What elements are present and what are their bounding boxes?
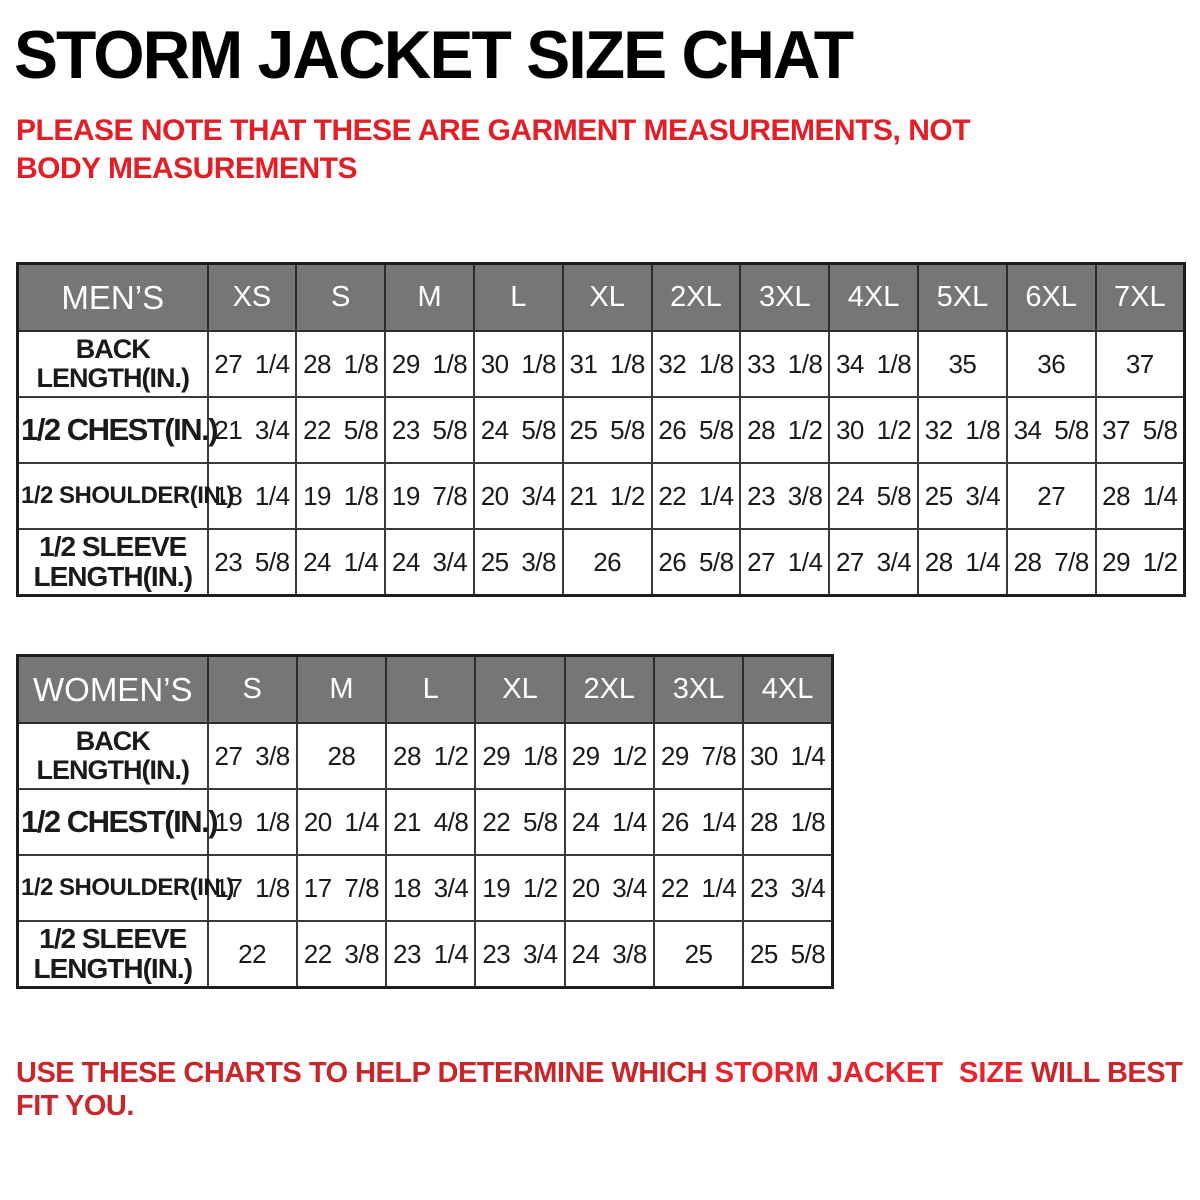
value-cell: 27 3/4 bbox=[829, 529, 918, 596]
value-cell: 21 1/2 bbox=[563, 463, 652, 529]
page-title: STORM JACKET SIZE CHAT bbox=[14, 17, 853, 93]
value-cell: 30 1/8 bbox=[474, 331, 563, 397]
footer-note-highlight: STORM JACKET SIZE bbox=[714, 1057, 1024, 1089]
value-cell: 30 1/4 bbox=[743, 723, 832, 789]
value-cell: 30 1/2 bbox=[829, 397, 918, 463]
footer-note-suffix: WILL BEST FIT YOU. bbox=[16, 1057, 1190, 1122]
value-cell: 26 1/4 bbox=[654, 789, 743, 855]
size-header-row bbox=[18, 264, 1185, 332]
value-cell: 36 bbox=[1007, 331, 1096, 397]
value-cell: 17 7/8 bbox=[297, 855, 386, 921]
row-label-cell: BACK LENGTH(IN.) bbox=[18, 723, 208, 789]
value-cell: 31 1/8 bbox=[563, 331, 652, 397]
value-cell: 26 bbox=[563, 529, 652, 596]
value-cell: 27 1/4 bbox=[208, 331, 297, 397]
measurement-row bbox=[18, 723, 833, 789]
value-cell: 32 1/8 bbox=[652, 331, 741, 397]
value-cell: 23 1/4 bbox=[386, 921, 475, 988]
value-cell: 37 bbox=[1096, 331, 1185, 397]
value-cell: 29 1/8 bbox=[475, 723, 564, 789]
row-label-cell: 1/2 SHOULDER(IN.) bbox=[18, 855, 208, 921]
row-label-cell: 1/2 SLEEVE LENGTH(IN.) bbox=[18, 921, 208, 988]
value-cell: 27 3/8 bbox=[208, 723, 297, 789]
size-header-cell: 5XL bbox=[918, 264, 1007, 332]
size-header-cell: 2XL bbox=[565, 656, 654, 724]
measurement-row bbox=[18, 397, 1185, 463]
value-cell: 20 3/4 bbox=[474, 463, 563, 529]
value-cell: 26 5/8 bbox=[652, 529, 741, 596]
value-cell: 29 1/2 bbox=[1096, 529, 1185, 596]
value-cell: 21 3/4 bbox=[208, 397, 297, 463]
row-label-cell: 1/2 SHOULDER(IN.) bbox=[18, 463, 208, 529]
value-cell: 24 3/8 bbox=[565, 921, 654, 988]
value-cell: 18 3/4 bbox=[386, 855, 475, 921]
value-cell: 22 5/8 bbox=[296, 397, 385, 463]
measurement-row bbox=[18, 331, 1185, 397]
value-cell: 29 7/8 bbox=[654, 723, 743, 789]
size-header-cell: L bbox=[386, 656, 475, 724]
value-cell: 23 5/8 bbox=[208, 529, 297, 596]
value-cell: 29 1/8 bbox=[385, 331, 474, 397]
value-cell: 35 bbox=[918, 331, 1007, 397]
value-cell: 23 3/4 bbox=[743, 855, 832, 921]
row-label-cell: BACK LENGTH(IN.) bbox=[18, 331, 208, 397]
footer-note bbox=[16, 1057, 1190, 1123]
size-header-cell: M bbox=[385, 264, 474, 332]
value-cell: 24 3/4 bbox=[385, 529, 474, 596]
value-cell: 22 5/8 bbox=[475, 789, 564, 855]
value-cell: 22 1/4 bbox=[652, 463, 741, 529]
measurement-row bbox=[18, 789, 833, 855]
row-label-cell: 1/2 CHEST(IN.) bbox=[18, 789, 208, 855]
value-cell: 28 1/4 bbox=[1096, 463, 1185, 529]
value-cell: 20 3/4 bbox=[565, 855, 654, 921]
size-header-cell: 2XL bbox=[652, 264, 741, 332]
measurement-row bbox=[18, 921, 833, 988]
row-label-cell: 1/2 SLEEVE LENGTH(IN.) bbox=[18, 529, 208, 596]
size-header-cell: XL bbox=[475, 656, 564, 724]
value-cell: 26 5/8 bbox=[652, 397, 741, 463]
value-cell: 34 1/8 bbox=[829, 331, 918, 397]
measurement-row bbox=[18, 463, 1185, 529]
value-cell: 19 7/8 bbox=[385, 463, 474, 529]
measurement-row bbox=[18, 529, 1185, 596]
value-cell: 29 1/2 bbox=[565, 723, 654, 789]
value-cell: 17 1/8 bbox=[208, 855, 297, 921]
value-cell: 25 bbox=[654, 921, 743, 988]
value-cell: 28 1/2 bbox=[740, 397, 829, 463]
footer-note-prefix: USE THESE CHARTS TO HELP DETERMINE WHICH bbox=[16, 1057, 715, 1089]
value-cell: 24 1/4 bbox=[296, 529, 385, 596]
value-cell: 24 5/8 bbox=[829, 463, 918, 529]
measurement-row bbox=[18, 855, 833, 921]
size-header-cell: XS bbox=[208, 264, 297, 332]
value-cell: 24 1/4 bbox=[565, 789, 654, 855]
value-cell: 27 bbox=[1007, 463, 1096, 529]
size-header-row bbox=[18, 656, 833, 724]
size-header-cell: 4XL bbox=[743, 656, 832, 724]
value-cell: 28 1/8 bbox=[296, 331, 385, 397]
value-cell: 25 5/8 bbox=[743, 921, 832, 988]
value-cell: 28 1/2 bbox=[386, 723, 475, 789]
value-cell: 19 1/2 bbox=[475, 855, 564, 921]
value-cell: 22 bbox=[208, 921, 297, 988]
value-cell: 23 5/8 bbox=[385, 397, 474, 463]
size-header-cell: 7XL bbox=[1096, 264, 1185, 332]
size-header-cell: L bbox=[474, 264, 563, 332]
value-cell: 25 3/8 bbox=[474, 529, 563, 596]
value-cell: 28 7/8 bbox=[1007, 529, 1096, 596]
value-cell: 22 3/8 bbox=[297, 921, 386, 988]
table-title-cell: MEN’S bbox=[18, 264, 208, 332]
value-cell: 23 3/8 bbox=[740, 463, 829, 529]
value-cell: 19 1/8 bbox=[296, 463, 385, 529]
value-cell: 34 5/8 bbox=[1007, 397, 1096, 463]
size-header-cell: XL bbox=[563, 264, 652, 332]
value-cell: 24 5/8 bbox=[474, 397, 563, 463]
value-cell: 20 1/4 bbox=[297, 789, 386, 855]
size-header-cell: 6XL bbox=[1007, 264, 1096, 332]
size-header-cell: S bbox=[208, 656, 297, 724]
value-cell: 37 5/8 bbox=[1096, 397, 1185, 463]
value-cell: 33 1/8 bbox=[740, 331, 829, 397]
value-cell: 18 1/4 bbox=[208, 463, 297, 529]
womens-size-table bbox=[16, 654, 834, 989]
value-cell: 28 1/4 bbox=[918, 529, 1007, 596]
size-header-cell: M bbox=[297, 656, 386, 724]
size-header-cell: 3XL bbox=[654, 656, 743, 724]
size-header-cell: 3XL bbox=[740, 264, 829, 332]
value-cell: 19 1/8 bbox=[208, 789, 297, 855]
mens-size-table bbox=[16, 262, 1186, 597]
size-header-cell: S bbox=[296, 264, 385, 332]
value-cell: 32 1/8 bbox=[918, 397, 1007, 463]
value-cell: 25 3/4 bbox=[918, 463, 1007, 529]
value-cell: 21 4/8 bbox=[386, 789, 475, 855]
garment-measurement-note: PLEASE NOTE THAT THESE ARE GARMENT MEASUREMENTS, NOT BODY MEASUREMENTS bbox=[16, 114, 971, 185]
value-cell: 25 5/8 bbox=[563, 397, 652, 463]
value-cell: 23 3/4 bbox=[475, 921, 564, 988]
value-cell: 28 bbox=[297, 723, 386, 789]
table-title-cell: WOMEN’S bbox=[18, 656, 208, 724]
value-cell: 28 1/8 bbox=[743, 789, 832, 855]
row-label-cell: 1/2 CHEST(IN.) bbox=[18, 397, 208, 463]
value-cell: 22 1/4 bbox=[654, 855, 743, 921]
size-header-cell: 4XL bbox=[829, 264, 918, 332]
value-cell: 27 1/4 bbox=[740, 529, 829, 596]
